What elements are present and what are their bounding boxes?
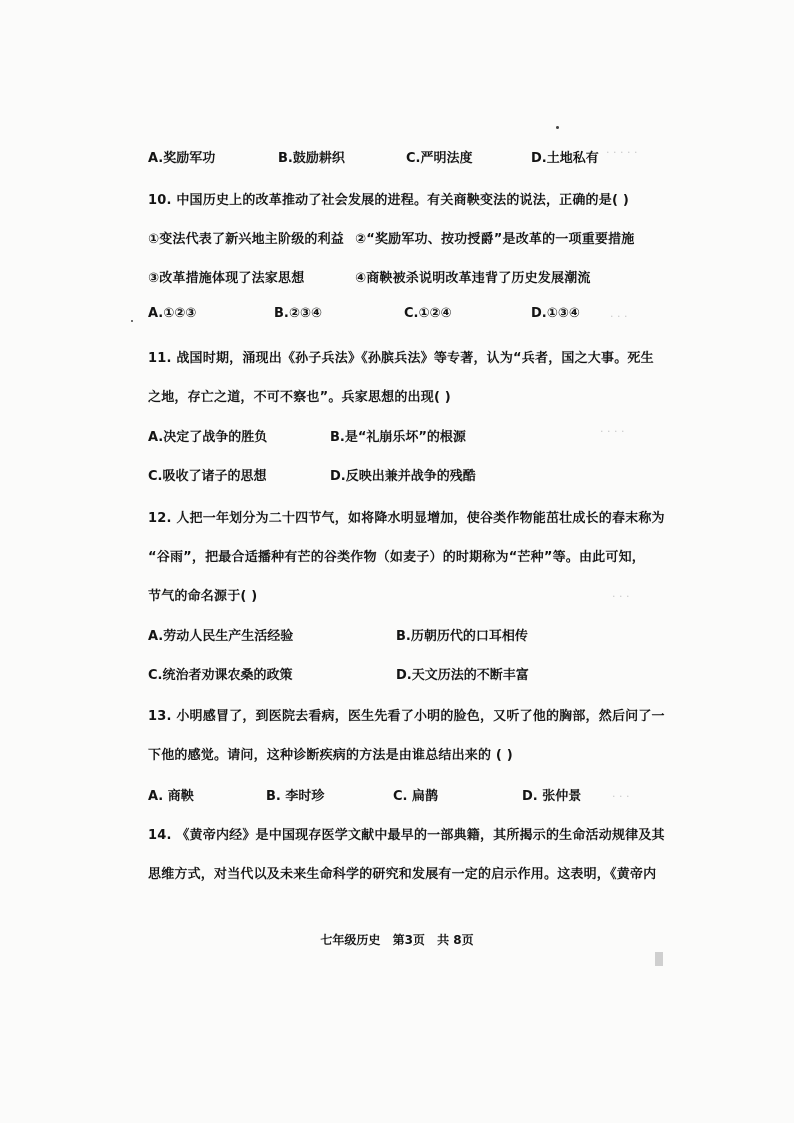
q12-option-a: A.劳动人民生产生活经验 (148, 629, 294, 644)
q13-option-b: B. 李时珍 (266, 789, 325, 804)
bleed-through-decoration: · · · (612, 790, 630, 803)
q10-option-a: A.①②③ (148, 306, 197, 321)
footer-page-number: 第3页 (392, 933, 425, 947)
scan-edge-mark (655, 952, 663, 966)
q9-option-d: D.土地私有 (531, 151, 599, 166)
q10-option-d: D.①③④ (531, 306, 580, 321)
q12-option-d: D.天文历法的不断丰富 (396, 668, 529, 683)
q10-statement-2: ②“奖励军功、按功授爵”是改革的一项重要措施 (355, 232, 635, 247)
q13-option-d: D. 张仲景 (522, 789, 582, 804)
footer-total-pages: 共 8页 (437, 933, 474, 947)
q10-statement-1: ①变法代表了新兴地主阶级的利益 (148, 232, 345, 247)
q13-stem-line-2: 下他的感觉。请问，这种诊断疾病的方法是由谁总结出来的 ( ) (148, 748, 513, 763)
q11-stem-line-2: 之地，存亡之道，不可不察也”。兵家思想的出现( ) (148, 390, 451, 405)
q12-stem-line-1: 12. 人把一年划分为二十四节气，如将降水明显增加，使谷类作物能茁壮成长的春末称为 (148, 511, 665, 526)
q12-option-b: B.历朝历代的口耳相传 (396, 629, 528, 644)
q11-option-d: D.反映出兼并战争的残酷 (330, 469, 476, 484)
q14-stem-line-1: 14. 《黄帝内经》是中国现存医学文献中最早的一部典籍，其所揭示的生命活动规律及其 (148, 828, 665, 843)
q10-option-b: B.②③④ (274, 306, 322, 321)
q12-stem-line-3: 节气的命名源于( ) (148, 589, 258, 604)
footer-subject: 七年级历史 (320, 933, 381, 947)
scan-speck (131, 320, 133, 322)
scan-speck (556, 126, 559, 129)
bleed-through-decoration: · · · (610, 310, 628, 323)
q11-option-a: A.决定了战争的胜负 (148, 430, 268, 445)
q13-option-c: C. 扁鹊 (393, 789, 439, 804)
q14-stem-line-2: 思维方式，对当代以及未来生命科学的研究和发展有一定的启示作用。这表明，《黄帝内 (148, 867, 657, 882)
q9-option-c: C.严明法度 (406, 151, 473, 166)
page-footer (0, 931, 794, 948)
q10-statement-3: ③改革措施体现了法家思想 (148, 271, 305, 286)
q9-option-a: A.奖励军功 (148, 151, 216, 166)
q10-option-c: C.①②④ (404, 306, 452, 321)
q10-statement-4: ④商鞅被杀说明改革违背了历史发展潮流 (355, 271, 591, 286)
q13-stem-line-1: 13. 小明感冒了，到医院去看病，医生先看了小明的脸色，又听了他的胸部，然后问了一 (148, 709, 665, 724)
q12-stem-line-2: “谷雨”，把最合适播种有芒的谷类作物（如麦子）的时期称为“芒种”等。由此可知， (148, 550, 645, 565)
q11-option-c: C.吸收了诸子的思想 (148, 469, 267, 484)
q12-option-c: C.统治者劝课农桑的政策 (148, 668, 293, 683)
bleed-through-decoration: · · · · (600, 425, 625, 438)
q10-stem: 10. 中国历史上的改革推动了社会发展的进程。有关商鞅变法的说法，正确的是( ) (148, 193, 629, 208)
q9-option-b: B.鼓励耕织 (278, 151, 345, 166)
bleed-through-decoration: · · · · · (606, 146, 638, 159)
q11-stem-line-1: 11. 战国时期，涌现出《孙子兵法》《孙膑兵法》等专著，认为“兵者，国之大事。死生 (148, 351, 654, 366)
bleed-through-decoration: · · · (612, 590, 630, 603)
q11-option-b: B.是“礼崩乐坏”的根源 (330, 430, 466, 445)
q13-option-a: A. 商鞅 (148, 789, 194, 804)
